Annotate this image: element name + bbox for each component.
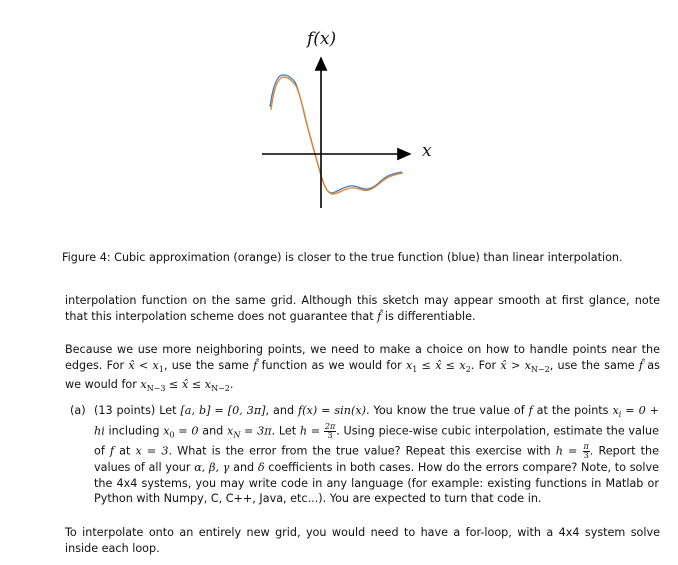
paragraph-edges: Because we use more neighboring points, we need to make a choice on how to handle points near the edges. For x̂ < $x_1$, use the same f̂ function as we would for $x_1$ ≤ x̂ ≤ $x_2$. For x̂ > $x_{N-2}$, use the same f̂ as we would for $x_{N-3}$ ≤ x̂ ≤ $x_{N-2}$.	[65, 343, 660, 394]
problem-a-label: (a)	[70, 404, 86, 417]
y-axis-label: f(x)	[307, 29, 337, 49]
paragraph-new-grid: To interpolate onto an entirely new grid, you would need to have a for-loop, with a 4x4 system solve inside each loop.	[65, 526, 660, 555]
x-axis-label: x	[422, 141, 432, 161]
fraction-pi-over-3: $\frac{\pi}{3}$	[583, 442, 589, 461]
problem-a: (a) (13 points) Let [a, b] = [0, 3π], and f(x) = sin(x). You know the true value of f at the points $x_i = 0$ + hi including $x_0 = 0$ and $x_N = 3\pi$. Let h = $\frac{2\pi}{3}$ . Using piece-wise cubic interpolation, estimate the value of f at x = 3. What is the error from the true value? Repeat this exercise with h = $\frac{\pi}{3}$ . Report the values of all your α, β, γ and δ coefficients in both cases. How do the errors compare? Note, to solve the 4x4 systems, you may write code in any language (for example: existing functions in Matlab or Python with Numpy, C, C++, Java, etc...). You are expected to turn that code in.	[70, 404, 660, 506]
fraction-2pi-over-3: $\frac{2\pi}{3}$	[324, 421, 336, 440]
true-function-curve	[270, 75, 402, 193]
paragraph-interpolation: interpolation function on the same grid. Although this sketch may appear smooth at first glance, note that this interpolation scheme does not guarantee that f̂ is differentiable.	[65, 294, 660, 323]
function-plot	[0, 0, 678, 240]
figure-4	[0, 0, 678, 240]
cubic-approximation-curve	[271, 77, 403, 194]
figure-caption: Figure 4: Cubic approximation (orange) is closer to the true function (blue) than linear interpolation.	[62, 251, 623, 264]
